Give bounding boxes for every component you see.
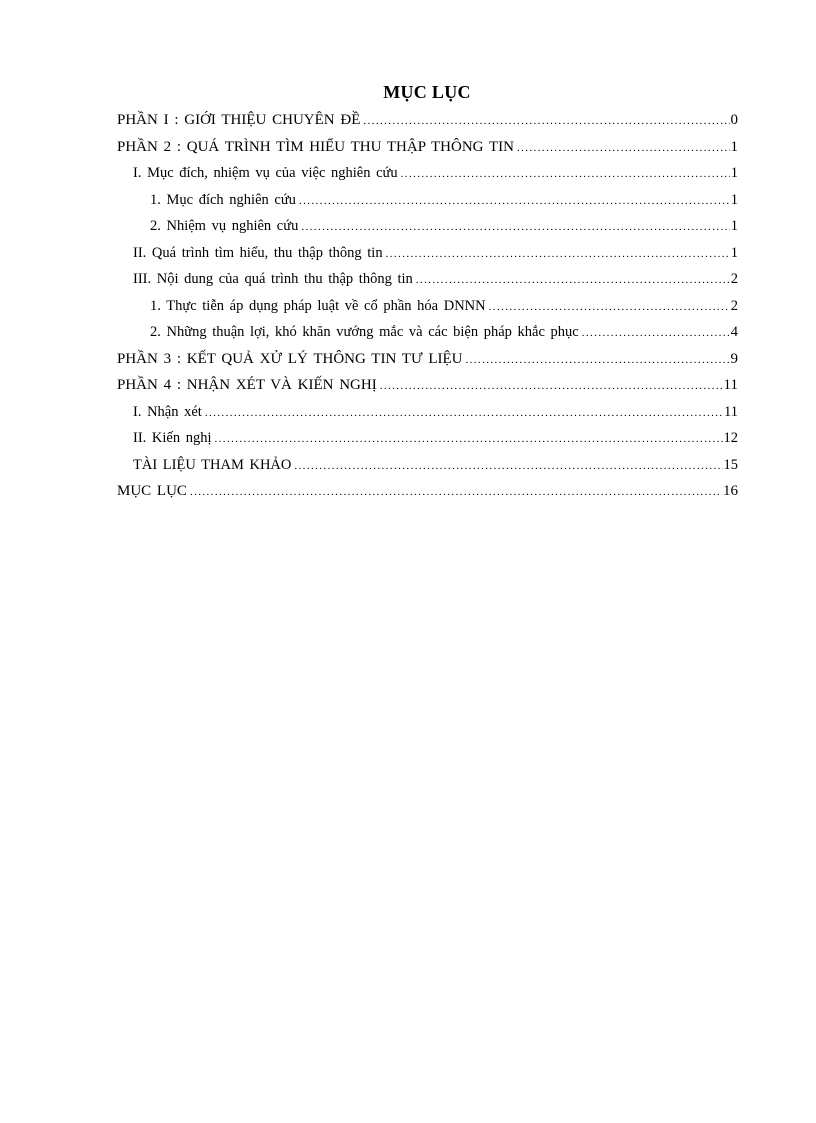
toc-leader-dots (380, 380, 723, 392)
toc-entry-text: MỤC LỤC (117, 483, 187, 499)
toc-title: MỤC LỤC (383, 82, 471, 102)
toc-entry-page: 2 (730, 271, 738, 287)
toc-entry[interactable] (117, 139, 738, 166)
toc-entry[interactable] (117, 218, 738, 245)
toc-leader-dots (205, 407, 723, 419)
toc-entry-text: II. Kiến nghị (133, 430, 212, 446)
toc-entry-page: 1 (730, 218, 738, 234)
toc-entry-page: 2 (730, 297, 738, 314)
toc-entry[interactable] (117, 457, 738, 484)
toc-entry[interactable] (117, 298, 738, 325)
toc-entry-text: 2. Nhiệm vụ nghiên cứu (150, 218, 299, 234)
toc-entry[interactable] (117, 377, 738, 404)
toc-leader-dots (465, 354, 729, 366)
toc-entry-text: TÀI LIỆU THAM KHẢO (133, 456, 292, 473)
toc-entry-page: 15 (723, 456, 738, 473)
toc-leader-dots (299, 195, 730, 207)
toc-entry-text: PHẦN I : GIỚI THIỆU CHUYÊN ĐỀ (117, 112, 361, 128)
toc-entry[interactable] (117, 271, 738, 298)
toc-entry-page: 1 (730, 165, 738, 181)
toc-entry[interactable] (117, 324, 738, 351)
toc-leader-dots (517, 142, 730, 154)
toc-entry-text: I. Mục đích, nhiệm vụ của việc nghiên cứu (133, 165, 398, 181)
toc-entry-page: 11 (724, 403, 738, 420)
toc-entry-text: PHẦN 2 : QUÁ TRÌNH TÌM HIỂU THU THẬP THÔNG TIN (117, 138, 514, 155)
table-of-contents (117, 112, 738, 510)
toc-leader-dots (294, 460, 722, 472)
toc-entry-page: 1 (730, 138, 738, 155)
toc-leader-dots (301, 221, 729, 233)
toc-entry-text: PHẦN 3 : KẾT QUẢ XỬ LÝ THÔNG TIN TƯ LIỆU (117, 350, 463, 367)
toc-leader-dots (190, 486, 722, 498)
toc-leader-dots (215, 433, 723, 445)
toc-entry[interactable] (117, 112, 738, 139)
toc-leader-dots (386, 248, 730, 260)
toc-entry-page: 12 (723, 430, 738, 446)
toc-entry-text: I. Nhận xét (133, 403, 202, 420)
toc-entry[interactable] (117, 192, 738, 219)
toc-entry[interactable] (117, 404, 738, 431)
toc-leader-dots (582, 327, 730, 339)
toc-leader-dots (416, 274, 730, 286)
toc-entry-text: II. Quá trình tìm hiểu, thu thập thông tin (133, 244, 383, 261)
toc-entry[interactable] (117, 165, 738, 192)
toc-entry[interactable] (117, 245, 738, 272)
toc-entry-text: III. Nội dung của quá trình thu thập thông tin (133, 271, 413, 287)
toc-entry[interactable] (117, 430, 738, 457)
toc-entry[interactable] (117, 483, 738, 510)
toc-entry-text: 1. Thực tiễn áp dụng pháp luật về cổ phần hóa DNNN (150, 297, 486, 314)
toc-entry-page: 0 (730, 112, 738, 128)
toc-entry-page: 16 (723, 483, 738, 499)
toc-entry-page: 1 (730, 244, 738, 261)
toc-entry-page: 11 (723, 377, 738, 393)
toc-entry-page: 1 (730, 191, 738, 208)
toc-leader-dots (489, 301, 730, 313)
toc-entry-text: 1. Mục đích nghiên cứu (150, 191, 296, 208)
toc-leader-dots (363, 115, 729, 127)
toc-entry-text: PHẦN 4 : NHẬN XÉT VÀ KIẾN NGHỊ (117, 377, 377, 393)
toc-entry[interactable] (117, 351, 738, 378)
toc-leader-dots (401, 168, 730, 180)
toc-entry-text: 2. Những thuận lợi, khó khăn vướng mắc và các biện pháp khắc phục (150, 324, 579, 340)
toc-entry-page: 4 (730, 324, 738, 340)
toc-entry-page: 9 (730, 350, 738, 367)
